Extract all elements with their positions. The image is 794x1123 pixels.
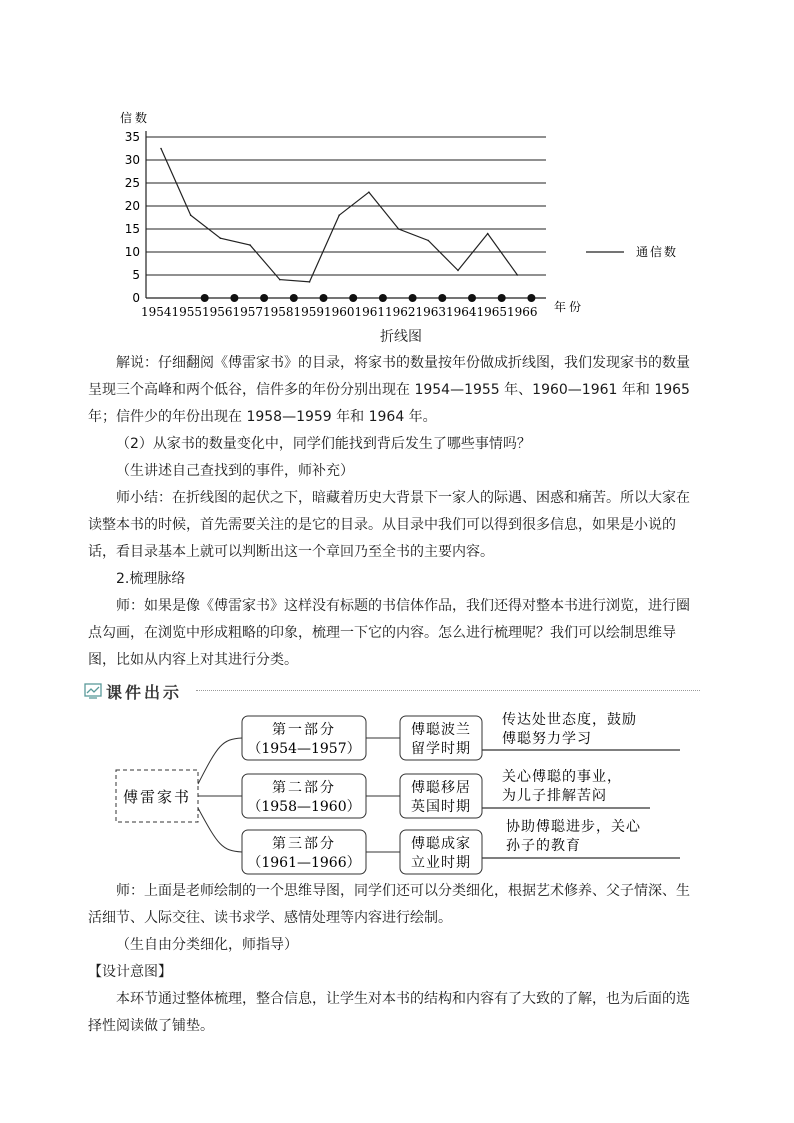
x-tick-label: 1963 (415, 305, 447, 319)
x-tick-marker (290, 294, 298, 302)
mindmap-part-title: 第二部分 (272, 780, 336, 796)
y-tick-label: 5 (132, 268, 140, 282)
data-point (249, 244, 251, 246)
teacher-instruction-paragraph: 师：如果是像《傅雷家书》这样没有标题的书信体作品，我们还得对整本书进行浏览，进行圈点勾画，在浏览中形成粗略的印象，梳理一下它的内容。怎么进行梳理呢？我们可以绘制思维导图，比如从内容上对其进行分类。 (88, 598, 690, 668)
data-point (309, 281, 311, 283)
mindmap-part-years: （1954—1957） (247, 741, 361, 757)
x-tick-marker (498, 294, 506, 302)
question-paragraph: （2）从家书的数量变化中，同学们能找到背后发生了哪些事情吗？ (116, 436, 531, 452)
x-tick-label: 1964 (446, 305, 477, 319)
mindmap-part-years: （1961—1966） (247, 855, 361, 871)
x-axis-label: 年份 (554, 300, 585, 314)
y-tick-label: 15 (124, 222, 140, 236)
x-tick-label: 1959 (293, 305, 325, 319)
x-tick-marker (438, 294, 446, 302)
section-title: 课件出示 (106, 683, 183, 702)
chart-caption: 折线图 (380, 329, 422, 345)
section-bar (84, 680, 700, 702)
x-tick-label: 1961 (354, 305, 386, 319)
x-tick-label: 1965 (476, 305, 508, 319)
x-tick-marker (409, 294, 417, 302)
mindmap-part-title: 第三部分 (272, 836, 336, 852)
mindmap-part-title: 第一部分 (272, 722, 336, 738)
student-activity-note: （生自由分类细化，师指导） (116, 937, 298, 953)
data-point (487, 233, 489, 235)
y-tick-label: 30 (124, 153, 140, 167)
y-axis-label: 信数 (120, 111, 151, 125)
data-point (517, 274, 519, 276)
subsection-heading: 2.梳理脉络 (116, 571, 186, 587)
mindmap-note-line1: 传达处世态度，鼓励 (502, 712, 637, 728)
data-point (368, 191, 370, 193)
data-point (428, 240, 430, 242)
y-tick-label: 0 (132, 291, 140, 305)
x-tick-label: 1954 (141, 305, 172, 319)
x-tick-marker (230, 294, 238, 302)
data-point (190, 214, 192, 216)
x-tick-marker (260, 294, 268, 302)
x-tick-label: 1956 (202, 305, 233, 319)
mindmap-root-label: 傅雷家书 (122, 788, 192, 806)
x-tick-label: 1960 (324, 305, 355, 319)
x-tick-marker (349, 294, 357, 302)
mindmap-period-line2: 英国时期 (411, 799, 471, 815)
x-tick-label: 1955 (171, 305, 203, 319)
x-tick-marker (468, 294, 476, 302)
x-tick-label: 1962 (385, 305, 416, 319)
x-tick-marker (379, 294, 387, 302)
section-divider (196, 690, 700, 691)
mindmap-part-years: （1958—1960） (247, 799, 361, 815)
design-intent-paragraph: 本环节通过整体梳理，整合信息，让学生对本书的结构和内容有了大致的了解，也为后面的选择性阅读做了铺垫。 (88, 991, 690, 1034)
mindmap-period-line1: 傅聪移居 (411, 780, 471, 796)
mindmap-note-line2: 孙子的教育 (506, 838, 581, 854)
data-point (160, 148, 162, 150)
mindmap-note-line2: 傅聪努力学习 (502, 731, 592, 747)
y-tick-label: 10 (124, 245, 140, 259)
mindmap-note-line1: 协助傅聪进步，关心 (506, 819, 641, 835)
mind-map (0, 700, 794, 880)
y-tick-label: 25 (124, 176, 140, 190)
teacher-comment-paragraph: 师：上面是老师绘制的一个思维导图，同学们还可以分类细化，根据艺术修养、父子情深、生活细节、人际交往、读书求学、感情处理等内容进行绘制。 (88, 883, 690, 926)
data-point (398, 228, 400, 230)
teacher-summary-paragraph: 师小结：在折线图的起伏之下，暗藏着历史大背景下一家人的际遇、困惑和痛苦。所以大家在读整本书的时候，首先需要关注的是它的目录。从目录中我们可以得到很多信息，如果是小说的话，看目录基本上就可以判断出这一个章回乃至全书的主要内容。 (88, 490, 690, 560)
mindmap-period-line2: 立业时期 (411, 855, 471, 871)
legend-label: 通信数 (636, 245, 679, 259)
data-point (220, 237, 222, 239)
mindmap-period-line1: 傅聪成家 (411, 836, 471, 852)
y-tick-label: 20 (124, 199, 140, 213)
design-intent-heading: 【设计意图】 (88, 964, 172, 980)
mindmap-period-line2: 留学时期 (411, 741, 471, 757)
mindmap-note-line1: 关心傅聪的事业， (502, 769, 622, 785)
x-tick-label: 1958 (263, 305, 294, 319)
x-tick-marker (320, 294, 328, 302)
data-point (457, 270, 459, 272)
data-point (338, 214, 340, 216)
explanation-paragraph: 解说：仔细翻阅《傅雷家书》的目录，将家书的数量按年份做成折线图，我们发现家书的数量呈现三个高峰和两个低谷，信件多的年份分别出现在 1954—1955 年、1960—1961 年和 1965 年；信件少的年份出现在 1958—1959 年和 1964 年。 (88, 355, 690, 425)
x-tick-label: 1957 (232, 305, 264, 319)
mindmap-period-line1: 傅聪波兰 (411, 722, 471, 738)
student-activity-note: （生讲述自己查找到的事件，师补充） (116, 463, 354, 479)
presentation-icon (84, 683, 102, 699)
line-chart (0, 0, 794, 330)
x-tick-label: 1966 (507, 305, 538, 319)
x-tick-marker (201, 294, 209, 302)
mindmap-note-line2: 为儿子排解苦闷 (502, 788, 607, 804)
data-point (279, 279, 281, 281)
x-tick-marker (527, 294, 535, 302)
y-tick-label: 35 (124, 130, 140, 144)
